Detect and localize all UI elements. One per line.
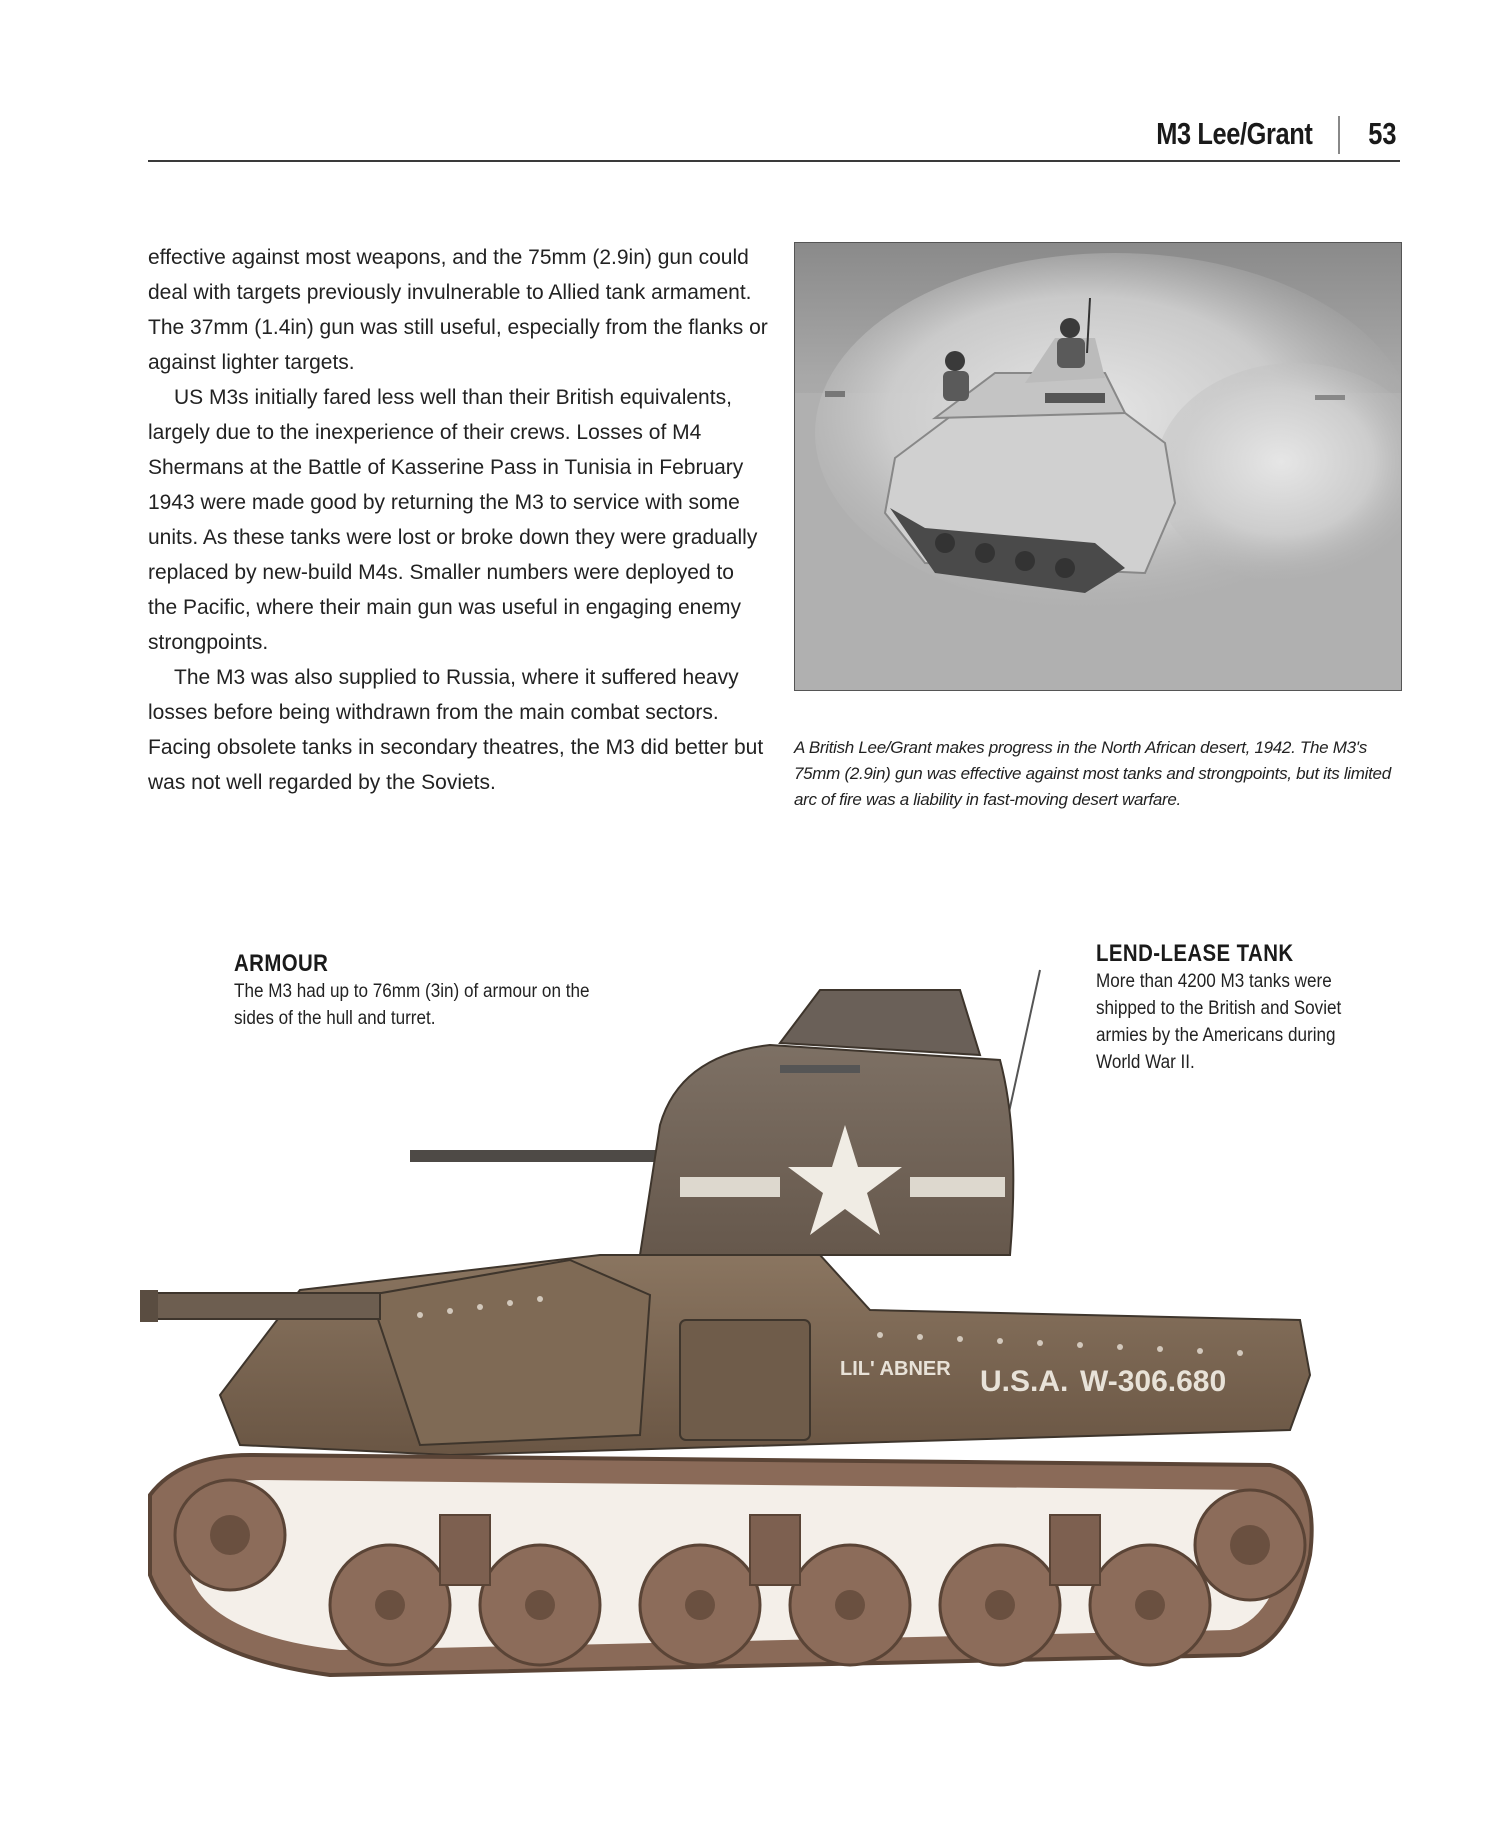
photo-caption: A British Lee/Grant makes progress in the North African desert, 1942. The M3's 75mm (2.9in) gun was effective against most tanks and strongpoints, but its limited arc of fire was a liability in fast-moving desert warfare. <box>794 738 1391 809</box>
chapter-title: M3 Lee/Grant <box>1155 116 1312 151</box>
body-text <box>148 240 768 800</box>
tank-serial-marking: W-306.680 <box>1080 1365 1227 1398</box>
armour-text: The M3 had up to 76mm (3in) of armour on the sides of the hull and turret. <box>234 981 590 1029</box>
header-separator <box>1338 116 1340 154</box>
lend-lease-title: LEND-LEASE TANK <box>1096 940 1294 967</box>
running-header <box>148 110 1400 162</box>
tank-country-marking: U.S.A. <box>980 1365 1069 1398</box>
page-number: 53 <box>1367 116 1396 151</box>
lend-lease-text: More than 4200 M3 tanks were shipped to the British and Soviet armies by the Americans during World War II. <box>1096 971 1342 1073</box>
body-paragraph: effective against most weapons, and the 75mm (2.9in) gun could deal with targets previously invulnerable to Allied tank armament. The 37mm (1.4in) gun was still useful, especially from the flanks or against lighter targets. <box>148 246 768 374</box>
lend-lease-callout <box>1096 940 1396 1076</box>
armour-title: ARMOUR <box>234 950 329 977</box>
tank-name-marking: LIL' ABNER <box>840 1358 951 1380</box>
desert-tank-photo <box>794 242 1402 691</box>
body-paragraph: US M3s initially fared less well than their British equivalents, largely due to the inexperience of their crews. Losses of M4 Shermans at the Battle of Kasserine Pass in Tunisia in February 1943 were made good by returning the M3 to service with some units. As these tanks were lost or broke down they were gradually replaced by new-build M4s. Smaller numbers were deployed to the Pacific, where their main gun was useful in engaging enemy strongpoints. <box>148 386 758 654</box>
armour-callout <box>234 950 674 1032</box>
body-paragraph: The M3 was also supplied to Russia, where it suffered heavy losses before being withdrawn from the main combat sectors. Facing obsolete tanks in secondary theatres, the M3 did better but was not well regarded by the Soviets. <box>148 666 764 794</box>
